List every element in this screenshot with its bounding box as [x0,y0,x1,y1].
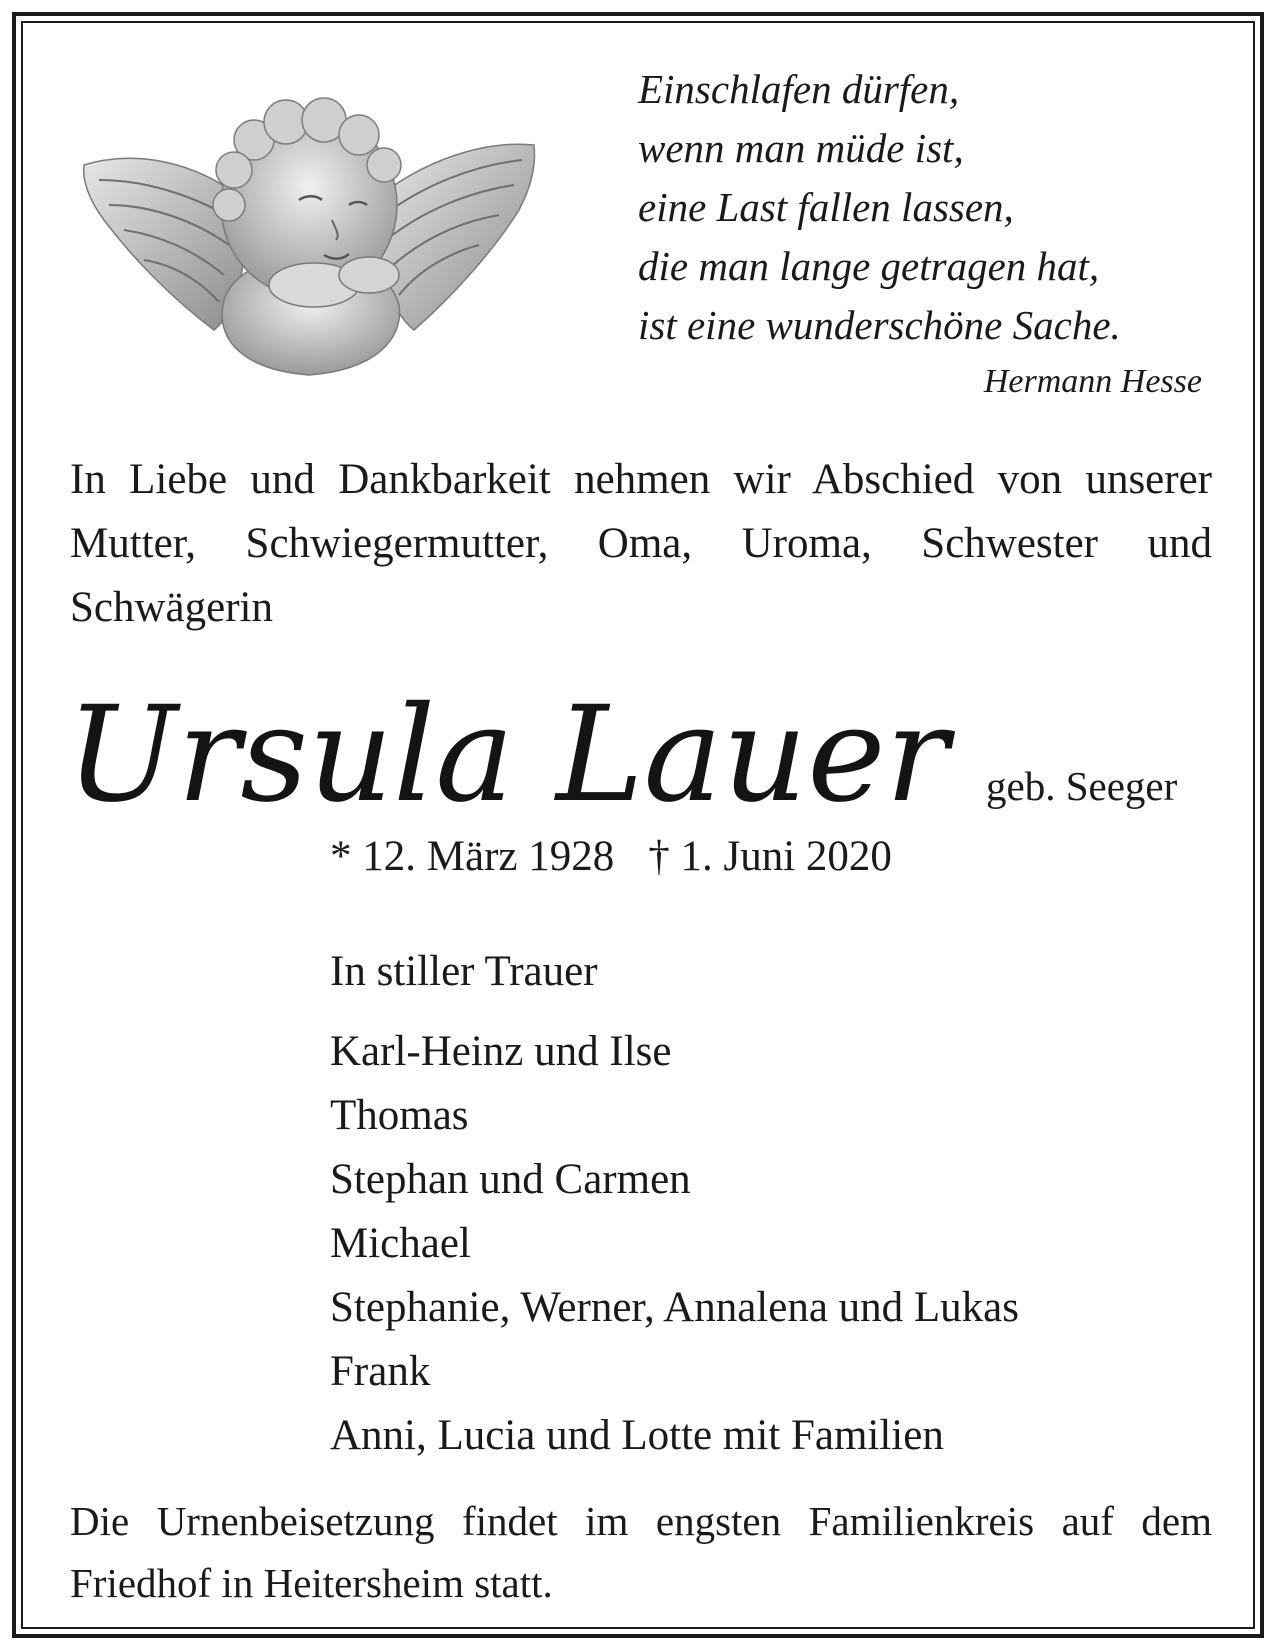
mourners [330,940,1019,1468]
mourner-entry: Michael [330,1220,471,1267]
poem-line: wenn man müde ist, [638,125,964,171]
mourner-entry: Stephan und Carmen [330,1156,691,1203]
poem-line: ist eine wunderschöne Sache. [638,302,1121,348]
cherub-angel-image [74,70,544,390]
deceased-name-script [66,660,986,840]
poem [638,60,1208,405]
mourner-entry: Karl-Heinz und Ilse [330,1028,672,1075]
birth-name: geb. Seeger [986,763,1178,809]
mourners-heading: In stiller Trauer [330,948,598,995]
death-date: † 1. Juni 2020 [648,833,892,880]
funeral-note: Die Urnenbeisetzung findet im engsten Familienkreis auf dem Friedhof in Heitersheim statt. [70,1498,1212,1606]
mourner-entry: Stephanie, Werner, Annalena und Lukas [330,1284,1019,1331]
poem-line: die man lange getragen hat, [638,243,1100,289]
poem-author: Hermann Hesse [983,363,1202,400]
intro-text: In Liebe und Dankbarkeit nehmen wir Abschied von unserer Mutter, Schwiegermutter, Oma, Uroma, Schwester und Schwägerin [70,456,1212,631]
poem-line: Einschlafen dürfen, [638,66,960,112]
mourner-entry: Anni, Lucia und Lotte mit Familien [330,1412,944,1459]
mourner-entry: Frank [330,1348,431,1395]
birth-date: * 12. März 1928 [330,833,615,880]
life-dates [330,832,892,881]
poem-line: eine Last fallen lassen, [638,184,1014,230]
deceased-name: Ursula Lauer [66,678,949,832]
mourner-entry: Thomas [330,1092,469,1139]
